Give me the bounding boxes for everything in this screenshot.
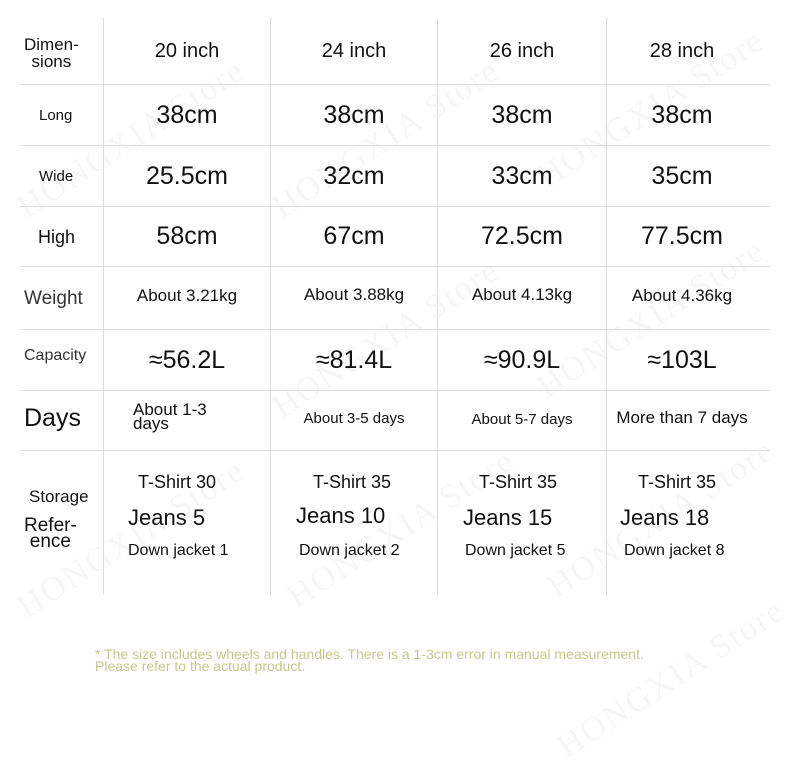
storage-tshirt: T-Shirt 30 <box>138 472 217 492</box>
high-value-24: 67cm <box>323 222 385 250</box>
storage-jacket: Down jacket 5 <box>465 542 566 559</box>
storage-cell-28 <box>607 451 757 591</box>
row-label-weight: Weight <box>24 287 83 309</box>
footnote-line-2: Please refer to the actual product. <box>95 658 306 674</box>
row-label-days: Days <box>24 404 81 432</box>
long-value-28: 38cm <box>651 100 713 129</box>
storage-cell-24 <box>271 451 437 591</box>
capacity-value-24: ≈81.4L <box>315 345 393 374</box>
long-value-20: 38cm <box>156 100 218 129</box>
capacity-value-20: ≈56.2L <box>148 345 226 374</box>
footnote-line-1: * The size includes wheels and handles. There is a 1-3cm error in manual measurement. <box>95 646 644 662</box>
weight-value-20: About 3.21kg <box>136 285 238 305</box>
row-label-long: Long <box>39 106 73 124</box>
days-value-20: About 1-3 days <box>133 400 207 433</box>
wide-value-28: 35cm <box>651 161 713 190</box>
days-value-26: About 5-7 days <box>471 411 573 428</box>
wide-value-24: 32cm <box>323 161 385 190</box>
spec-table <box>20 18 770 595</box>
header-size-26: 26 inch <box>489 40 555 62</box>
days-value-24: About 3-5 days <box>303 410 405 427</box>
footnote <box>95 648 644 672</box>
wide-value-20: 25.5cm <box>146 161 228 190</box>
header-dimensions-label: Dimen- sions <box>24 35 79 71</box>
days-value-28: More than 7 days <box>616 408 748 427</box>
storage-cell-26 <box>438 451 606 591</box>
storage-jeans: Jeans 15 <box>463 505 553 530</box>
header-size-28: 28 inch <box>649 40 715 62</box>
storage-jacket: Down jacket 2 <box>299 542 400 559</box>
wide-value-26: 33cm <box>491 161 553 190</box>
high-value-28: 77.5cm <box>641 222 723 250</box>
long-value-26: 38cm <box>491 100 553 129</box>
watermark <box>551 591 790 766</box>
weight-value-24: About 3.88kg <box>303 284 405 304</box>
storage-jacket: Down jacket 1 <box>128 542 229 559</box>
capacity-value-26: ≈90.9L <box>483 345 561 374</box>
weight-value-26: About 4.13kg <box>471 284 573 304</box>
long-value-24: 38cm <box>323 100 385 129</box>
row-label-storage: Storage <box>29 486 89 506</box>
high-value-20: 58cm <box>156 222 218 250</box>
header-size-20: 20 inch <box>154 40 220 62</box>
weight-value-28: About 4.36kg <box>631 285 733 305</box>
storage-jeans: Jeans 10 <box>296 503 386 528</box>
header-size-24: 24 inch <box>321 40 387 62</box>
row-label-high: High <box>38 226 76 247</box>
row-label-capacity: Capacity <box>24 347 87 364</box>
storage-jeans: Jeans 18 <box>620 505 710 530</box>
storage-tshirt: T-Shirt 35 <box>638 472 717 492</box>
storage-jeans: Jeans 5 <box>128 505 206 530</box>
row-label-reference: Refer- ence <box>24 515 77 552</box>
capacity-value-28: ≈103L <box>647 345 717 374</box>
storage-cell-20 <box>104 451 270 591</box>
storage-tshirt: T-Shirt 35 <box>313 472 392 492</box>
storage-jacket: Down jacket 8 <box>624 542 725 559</box>
storage-tshirt: T-Shirt 35 <box>479 472 558 492</box>
row-label-wide: Wide <box>39 167 74 185</box>
high-value-26: 72.5cm <box>481 222 563 250</box>
